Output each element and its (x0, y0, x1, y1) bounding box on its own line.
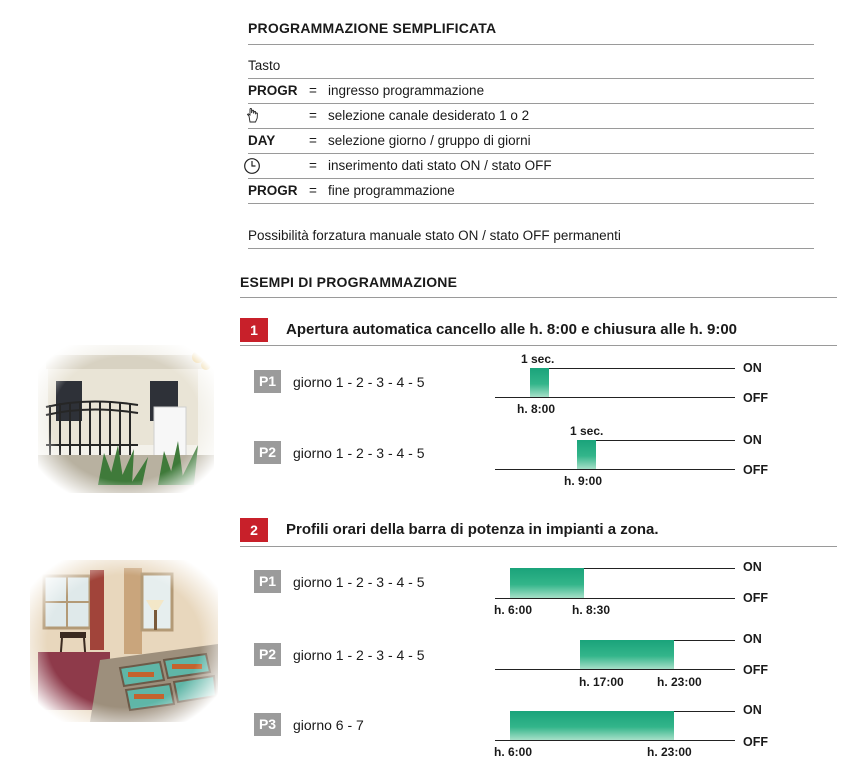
tasto-label: Tasto (248, 58, 281, 73)
divider (248, 248, 814, 249)
equals-sign: = (309, 158, 317, 173)
off-level-line (495, 669, 735, 670)
program-badge: P1 (254, 370, 281, 393)
program-badge: P2 (254, 441, 281, 464)
off-label: OFF (743, 463, 768, 477)
off-level-line (495, 598, 735, 599)
on-pulse-bar (530, 368, 549, 397)
off-label: OFF (743, 663, 768, 677)
gate-photo (38, 345, 214, 493)
row-description: fine programmazione (328, 183, 455, 198)
on-label: ON (743, 703, 762, 717)
off-label: OFF (743, 591, 768, 605)
end-time-label: h. 23:00 (647, 745, 692, 759)
clock-icon (243, 157, 261, 175)
on-period-bar (510, 711, 674, 740)
on-level-line (584, 568, 735, 569)
end-time-label: h. 23:00 (657, 675, 702, 689)
time-label: h. 8:00 (517, 402, 556, 416)
room-photo (30, 560, 218, 722)
example-number-badge: 1 (240, 318, 268, 342)
off-level-line (495, 740, 735, 741)
program-days: giorno 1 - 2 - 3 - 4 - 5 (293, 647, 425, 663)
divider (248, 44, 814, 45)
divider (248, 178, 814, 179)
program-badge: P2 (254, 643, 281, 666)
on-label: ON (743, 361, 762, 375)
row-description: inserimento dati stato ON / stato OFF (328, 158, 552, 173)
start-time-label: h. 17:00 (579, 675, 624, 689)
equals-sign: = (309, 183, 317, 198)
on-level-line (596, 440, 735, 441)
program-badge: P3 (254, 713, 281, 736)
time-label: h. 9:00 (564, 474, 603, 488)
on-period-bar (580, 640, 674, 669)
program-badge: P1 (254, 570, 281, 593)
equals-sign: = (309, 83, 317, 98)
divider (240, 297, 837, 298)
program-days: giorno 1 - 2 - 3 - 4 - 5 (293, 445, 425, 461)
row-description: selezione canale desiderato 1 o 2 (328, 108, 530, 123)
pulse-label: 1 sec. (521, 352, 555, 366)
on-level-line (674, 640, 735, 641)
on-level-line (674, 711, 735, 712)
program-days: giorno 6 - 7 (293, 717, 364, 733)
off-label: OFF (743, 735, 768, 749)
divider (248, 128, 814, 129)
on-label: ON (743, 632, 762, 646)
divider (248, 103, 814, 104)
row-description: ingresso programmazione (328, 83, 485, 98)
program-days: giorno 1 - 2 - 3 - 4 - 5 (293, 574, 425, 590)
off-level-line (495, 397, 735, 398)
on-label: ON (743, 433, 762, 447)
examples-title: ESEMPI DI PROGRAMMAZIONE (240, 274, 458, 290)
off-label: OFF (743, 391, 768, 405)
pulse-label: 1 sec. (570, 424, 604, 438)
program-days: giorno 1 - 2 - 3 - 4 - 5 (293, 374, 425, 390)
divider (248, 203, 814, 204)
start-time-label: h. 6:00 (494, 745, 533, 759)
key-progr-end: PROGR (248, 183, 298, 198)
example-title: Apertura automatica cancello alle h. 8:00 e chiusura alle h. 9:00 (286, 321, 738, 338)
on-level-line (549, 368, 735, 369)
start-time-label: h. 6:00 (494, 603, 533, 617)
key-day: DAY (248, 133, 276, 148)
on-period-bar (510, 568, 584, 598)
divider (248, 153, 814, 154)
key-progr: PROGR (248, 83, 298, 98)
on-pulse-bar (577, 440, 596, 469)
hand-pointer-icon (246, 107, 260, 123)
end-time-label: h. 8:30 (572, 603, 611, 617)
equals-sign: = (309, 133, 317, 148)
divider (248, 78, 814, 79)
divider (240, 546, 837, 547)
off-level-line (495, 469, 735, 470)
divider (240, 345, 837, 346)
manual-override-note: Possibilità forzatura manuale stato ON / stato OFF permanenti (248, 228, 621, 243)
quick-title: PROGRAMMAZIONE SEMPLIFICATA (248, 20, 497, 36)
on-label: ON (743, 560, 762, 574)
equals-sign: = (309, 108, 317, 123)
example-number-badge: 2 (240, 518, 268, 542)
row-description: selezione giorno / gruppo di giorni (328, 133, 531, 148)
example-title: Profili orari della barra di potenza in impianti a zona. (286, 521, 659, 538)
